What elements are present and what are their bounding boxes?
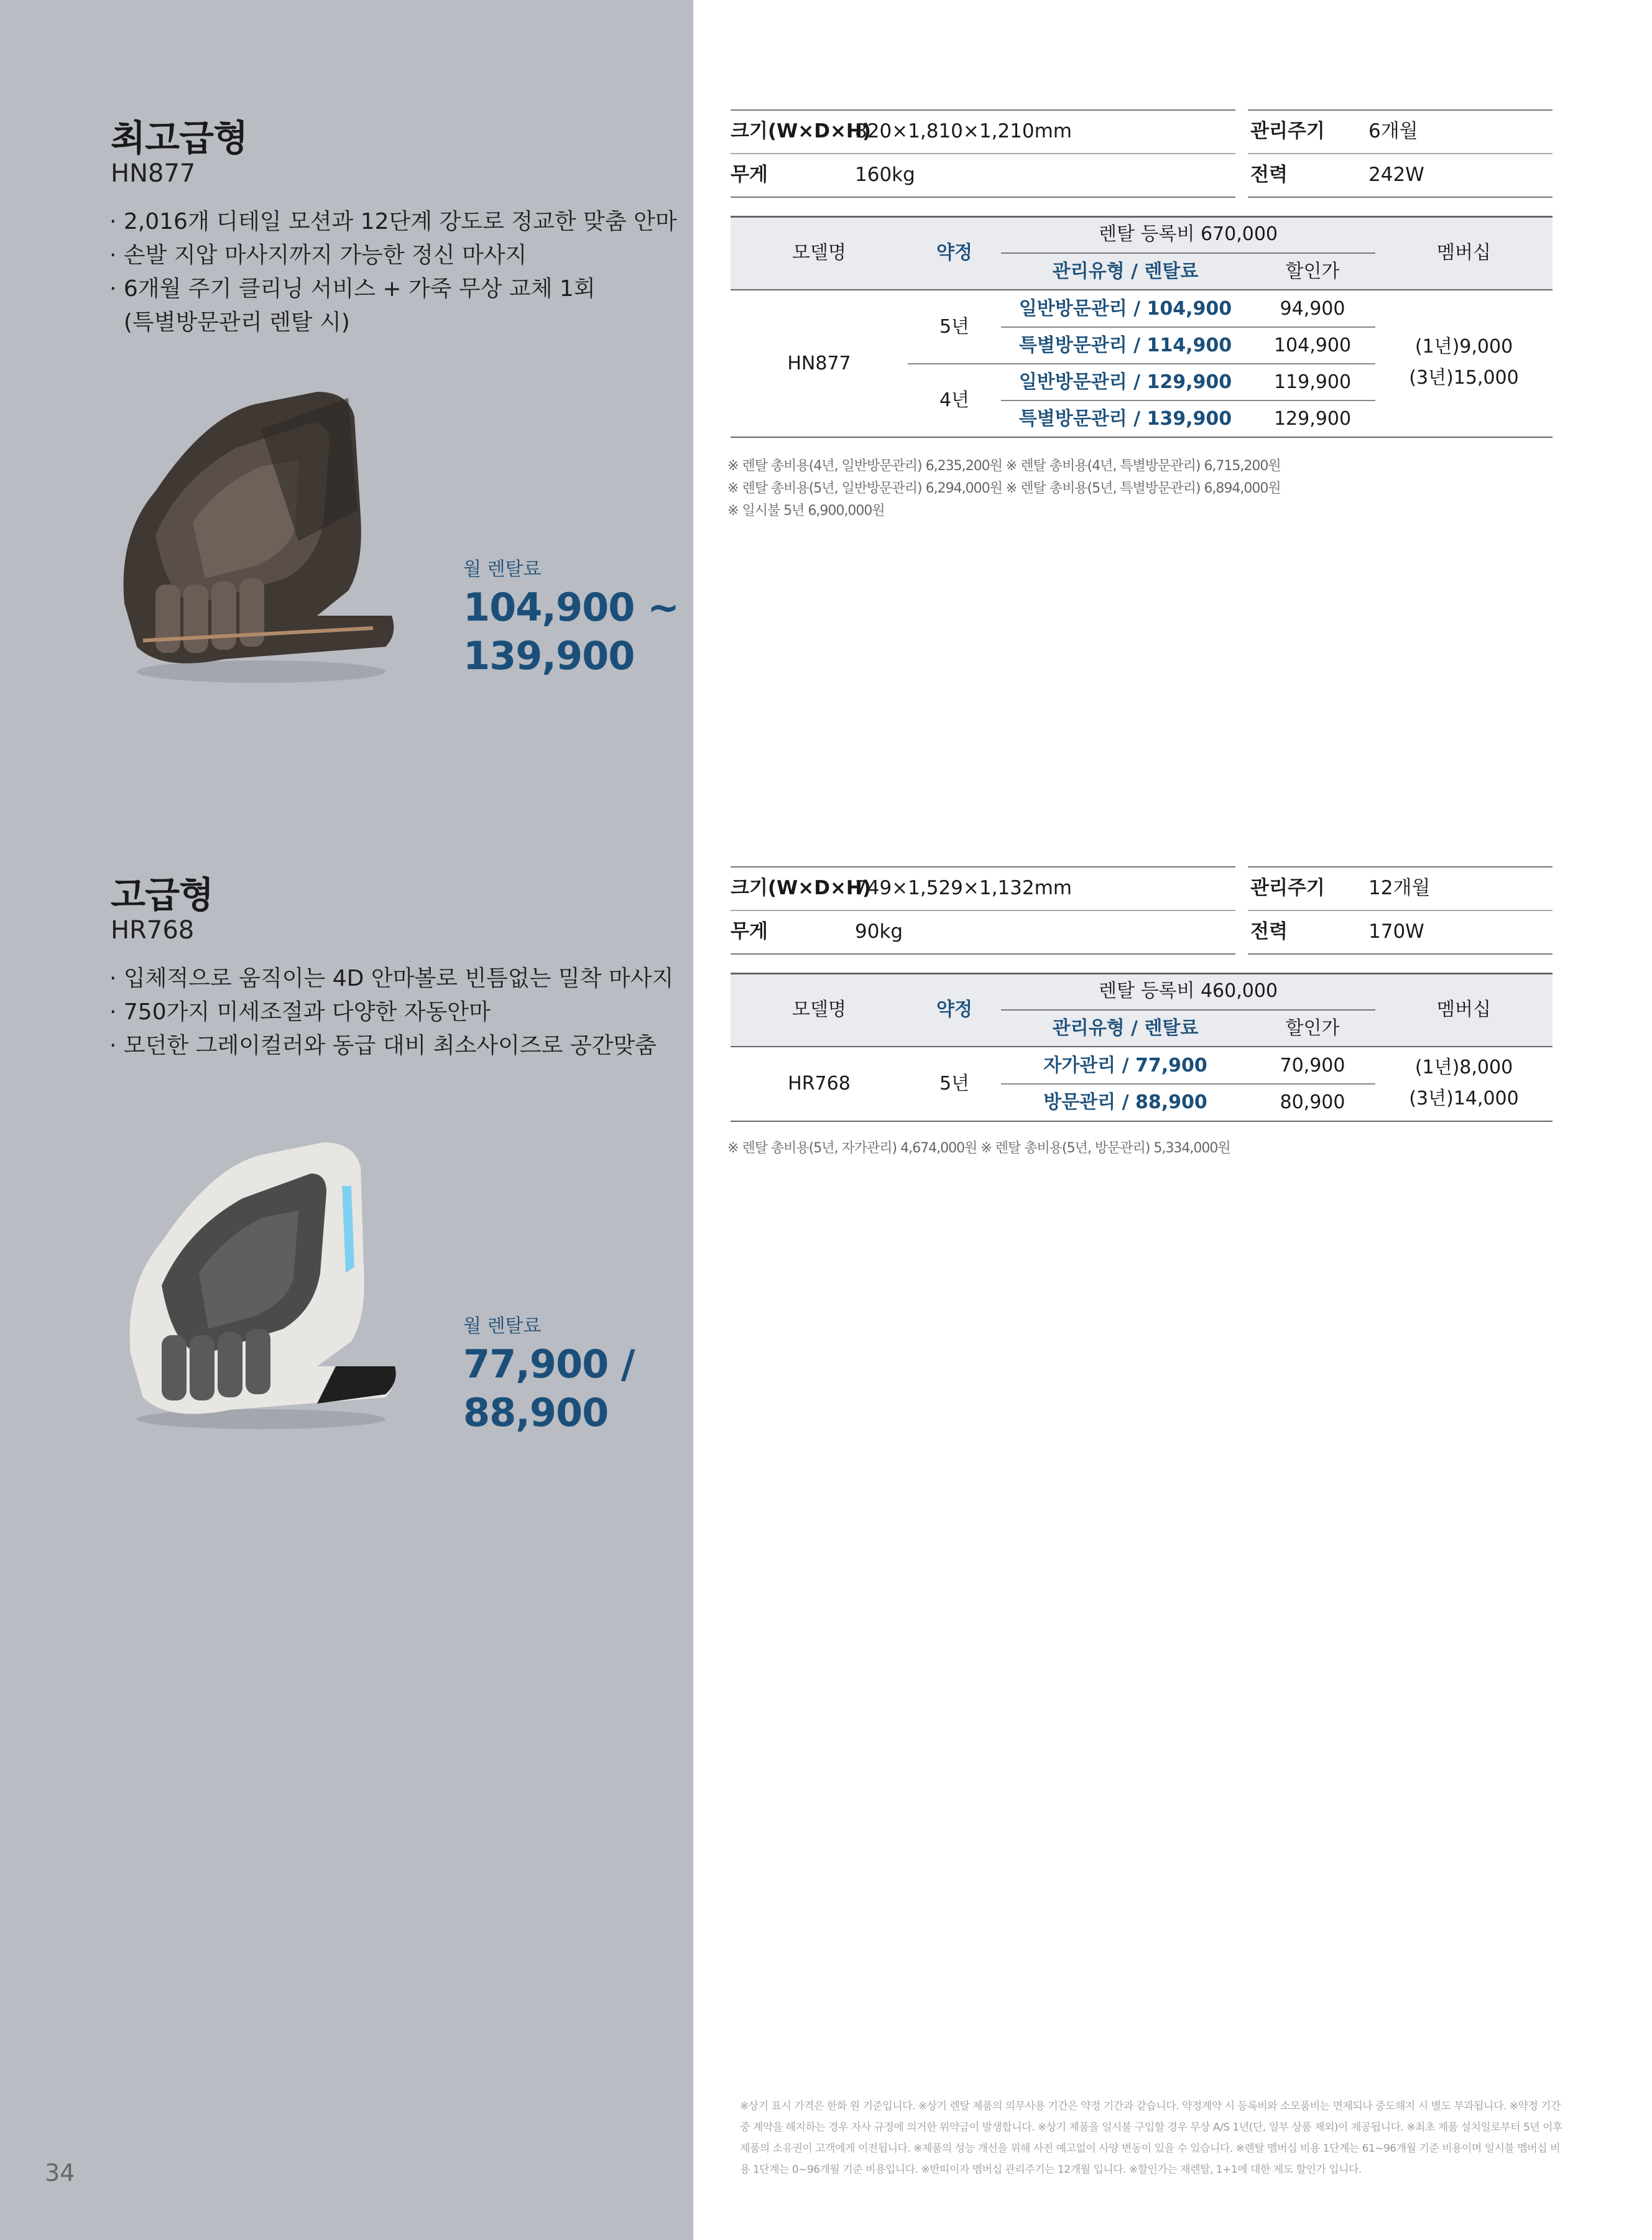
header-registration: 렌탈 등록비 460,000 [1098, 980, 1278, 1002]
spec-weight-label: 무게 [731, 920, 768, 943]
monthly-rent-label: 월 렌탈료 [463, 1315, 542, 1337]
spec-weight-label: 무게 [731, 164, 768, 186]
membership-3y: (3년)15,000 [1409, 367, 1519, 389]
spec-size-label: 크기(W×D×H) [731, 877, 872, 899]
feature-item: · 750가지 미세조절과 다양한 자동안마 [109, 996, 673, 1029]
spec-power-value: 170W [1368, 920, 1424, 943]
table-row-discount: 104,900 [1273, 335, 1352, 356]
table-row-type: 특별방문관리 / 114,900 [1018, 335, 1232, 356]
header-discount: 할인가 [1285, 261, 1340, 282]
note: ※ 렌탈 총비용(5년, 자가관리) 4,674,000원 ※ 렌탈 총비용(5년, 방문관리) 5,334,000원 [727, 1137, 1230, 1160]
header-registration: 렌탈 등록비 670,000 [1098, 223, 1278, 245]
cell-model-name: HR768 [788, 1073, 851, 1095]
table-row-type: 일반방문관리 / 104,900 [1018, 298, 1232, 320]
spec-table [731, 866, 1553, 955]
table-row-type: 특별방문관리 / 139,900 [1018, 408, 1232, 430]
feature-list [109, 962, 673, 1063]
feature-item: · 6개월 주기 클리닝 서비스 + 가죽 무상 교체 1회 [109, 272, 677, 306]
cell-contract: 5년 [939, 316, 970, 338]
header-model: 모델명 [792, 242, 846, 264]
category-title: 최고급형 [111, 117, 248, 159]
feature-item: (특별방문관리 렌탈 시) [123, 310, 350, 335]
rent-line-2: 139,900 [463, 633, 635, 678]
spec-size-value: 749×1,529×1,132mm [855, 877, 1073, 899]
table-row-type: 자가관리 / 77,900 [1043, 1055, 1207, 1076]
footer-disclaimer: ※상기 표시 가격은 한화 원 기준입니다. ※상기 렌탈 제품의 의무사용 기간은 약정 기간과 같습니다. 약정계약 시 등록비와 소모품비는 면제되나 중도해지 시 별도 부과됩니다. ※약정 기간 중 계약을 해지하는 경우 자사 규정에 의거한 위약금이 발생합니다. ※상기 제품을 일시불 구입할 경우 무상 A/S 1년(단, 일부 상품 제외)이 제공됩니다. ※최초 제품 설치일로부터 5년 이후 제품의 소유권이 고객에게 이전됩니다. ※제품의 성능 개선을 위해 사전 예고없이 사양 변동이 있을 수 있습니다. ※렌탈 멤버십 비용 1단계는 61~96개월 기준 비용이며 일시불 멤버십 비용 1단계는 0~96개월 기준 비용입니다. ※반띠이자 멤버십 관리주기는 12개월 입니다. ※할인가는 재렌탈, 1+1에 대한 제도 할인가 입니다. [740, 2100, 1562, 2176]
table-row-discount: 94,900 [1280, 298, 1345, 320]
spec-power-value: 242W [1368, 164, 1424, 186]
membership-1y: (1년)9,000 [1414, 336, 1513, 358]
membership-3y: (3년)14,000 [1409, 1088, 1519, 1109]
header-type: 관리유형 / 렌탈료 [1052, 1017, 1199, 1039]
header-membership: 멤버십 [1437, 242, 1491, 264]
monthly-rent-value [463, 583, 679, 680]
rent-line-1: 104,900 ~ [463, 585, 679, 630]
spec-size-label: 크기(W×D×H) [731, 120, 872, 142]
header-discount: 할인가 [1285, 1017, 1340, 1039]
note: ※ 렌탈 총비용(4년, 일반방문관리) 6,235,200원 ※ 렌탈 총비용(4년, 특별방문관리) 6,715,200원 [727, 455, 1281, 478]
feature-item: · 입체적으로 움직이는 4D 안마볼로 빈틈없는 밀착 마사지 [109, 962, 673, 996]
header-contract: 약정 [936, 242, 972, 264]
spec-weight-value: 160kg [855, 164, 915, 186]
massage-chair-image [112, 1130, 404, 1441]
table-row-type: 일반방문관리 / 129,900 [1018, 371, 1232, 393]
spec-table [731, 109, 1553, 198]
table-row-discount: 70,900 [1280, 1055, 1345, 1076]
note: ※ 일시불 5년 6,900,000원 [727, 500, 1281, 522]
spec-cycle-value: 6개월 [1368, 120, 1418, 142]
monthly-rent-label: 월 렌탈료 [463, 558, 542, 580]
spec-cycle-label: 관리주기 [1250, 877, 1325, 899]
page-number: 34 [45, 2159, 75, 2187]
spec-power-label: 전력 [1250, 164, 1288, 186]
table-row-type: 방문관리 / 88,900 [1043, 1091, 1207, 1113]
spec-weight-value: 90kg [855, 920, 903, 943]
model-code: HR768 [111, 916, 195, 945]
monthly-rent-value [463, 1340, 634, 1437]
spec-size-value: 820×1,810×1,210mm [855, 120, 1073, 142]
model-code: HN877 [111, 159, 196, 188]
cell-contract: 4년 [939, 389, 970, 411]
header-membership: 멤버십 [1437, 999, 1491, 1020]
spec-cycle-value: 12개월 [1368, 877, 1431, 899]
table-row-discount: 80,900 [1280, 1091, 1345, 1113]
membership-1y: (1년)8,000 [1414, 1057, 1513, 1078]
feature-item: · 2,016개 디테일 모션과 12단계 강도로 정교한 맞춤 안마 [109, 205, 677, 239]
note: ※ 렌탈 총비용(5년, 일반방문관리) 6,294,000원 ※ 렌탈 총비용(5년, 특별방문관리) 6,894,000원 [727, 478, 1281, 500]
table-row-discount: 119,900 [1273, 371, 1352, 393]
notes [727, 1137, 1230, 1160]
spec-cycle-label: 관리주기 [1250, 120, 1325, 142]
header-model: 모델명 [792, 999, 846, 1020]
feature-list [109, 205, 677, 340]
rent-line-2: 88,900 [463, 1390, 609, 1435]
category-title: 고급형 [111, 874, 214, 916]
header-type: 관리유형 / 렌탈료 [1052, 261, 1199, 282]
cell-contract: 5년 [939, 1073, 970, 1095]
feature-item: · 모던한 그레이컬러와 동급 대비 최소사이즈로 공간맞춤 [109, 1029, 673, 1063]
cell-model-name: HN877 [787, 353, 851, 374]
rent-line-1: 77,900 / [463, 1341, 635, 1387]
table-row-discount: 129,900 [1273, 408, 1352, 430]
header-contract: 약정 [936, 999, 972, 1020]
feature-item: · 손발 지압 마사지까지 가능한 정신 마사지 [109, 239, 677, 272]
massage-chair-image [112, 379, 404, 690]
spec-power-label: 전력 [1250, 920, 1288, 943]
notes [727, 455, 1281, 522]
